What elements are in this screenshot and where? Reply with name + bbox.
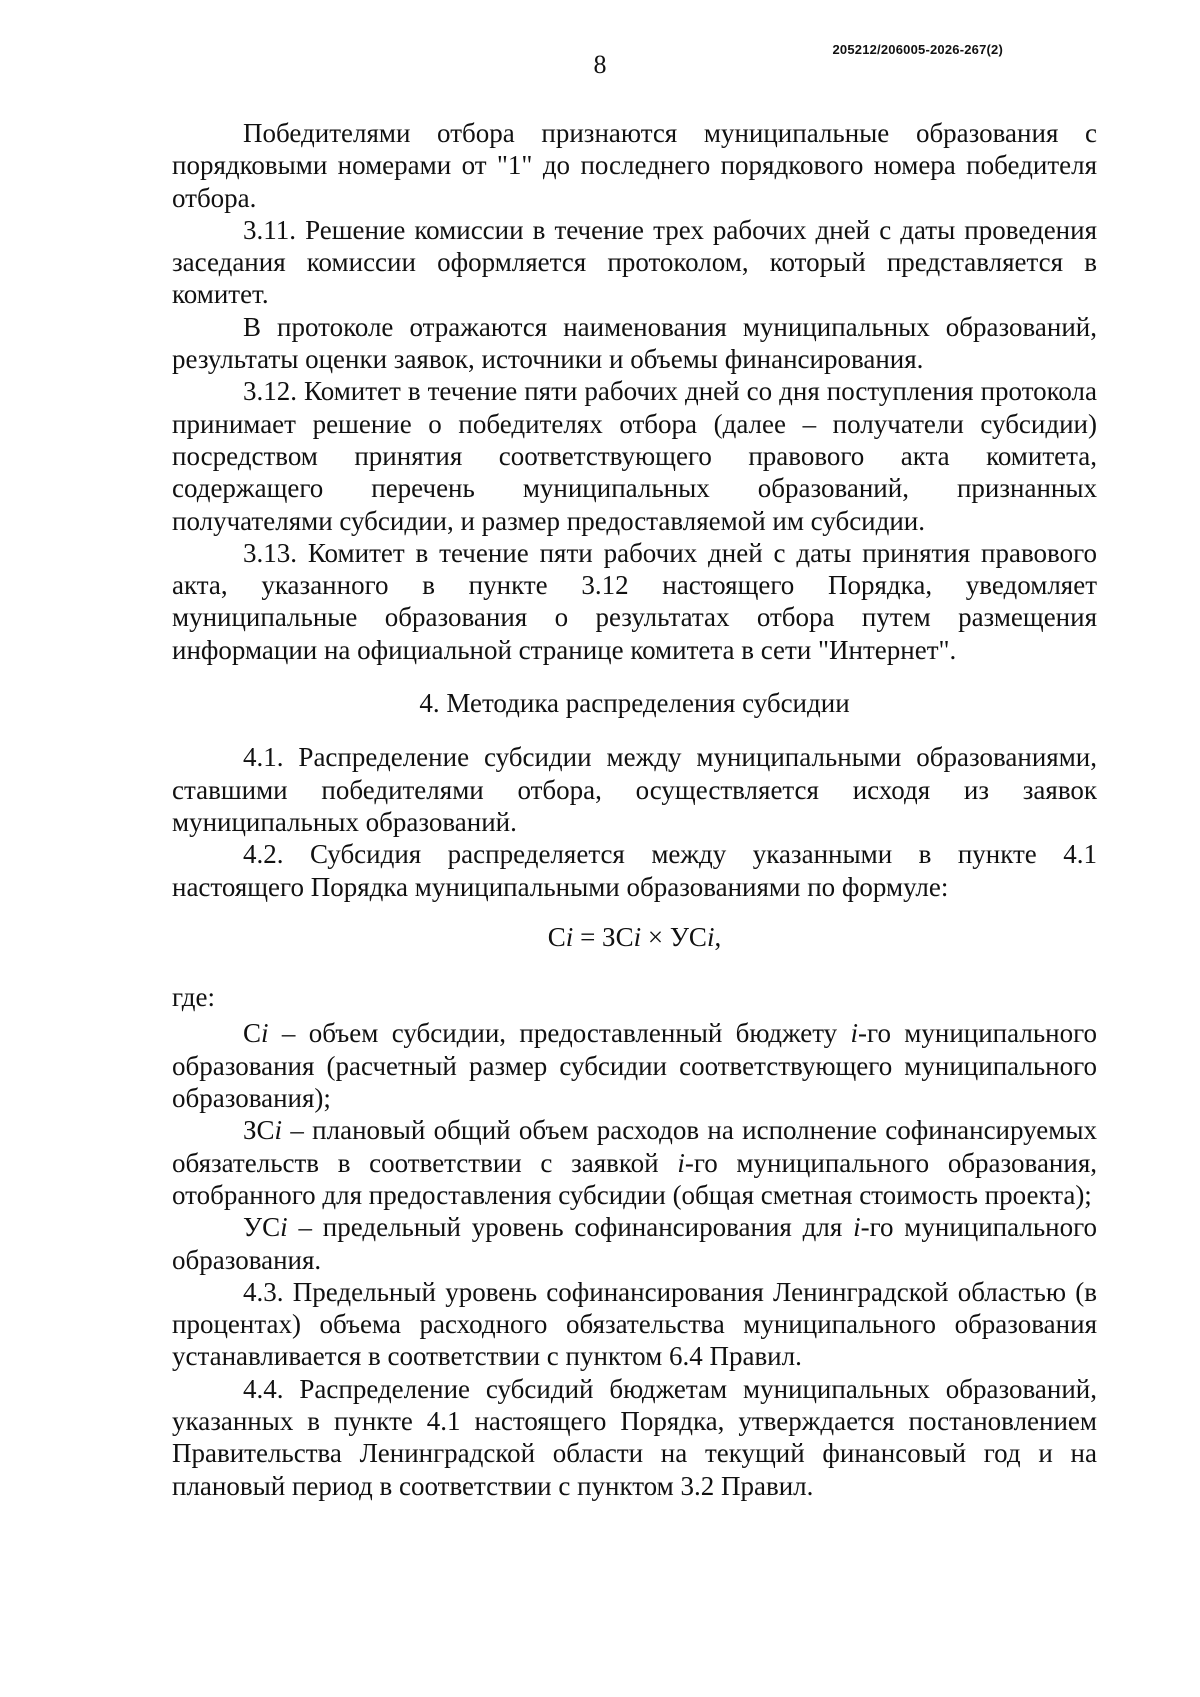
paragraph-3-12: 3.12. Комитет в течение пяти рабочих дней со дня поступления протокола принимает решение о победителях отбора (далее – получатели субсидии) посредством принятия соответствующего правового акта комитета, содержащего перечень муниципальных образований, признанных получателями субсидии, и размер предоставляемой им субсидии. — [172, 376, 1097, 536]
formula-end: , — [714, 921, 722, 952]
paragraph-4-3: 4.3. Предельный уровень софинансирования Ленинградской областью (в процентах) объема расходного обязательства муниципального образования устанавливается в соответствии с пунктом 6.4 Правил. — [172, 1276, 1097, 1372]
formula-c: С — [547, 921, 566, 952]
definition-text: -го муниципального образования. — [172, 1212, 1097, 1275]
paragraph-3-11: 3.11. Решение комиссии в течение трех рабочих дней с даты проведения заседания комиссии оформляется протоколом, который представляется в комитет. — [172, 214, 1097, 310]
definition-index: i — [853, 1212, 861, 1243]
document-id: 205212/206005-2026-267(2) — [832, 42, 1003, 57]
definition-zci — [172, 1114, 1097, 1211]
paragraph-protocol: В протоколе отражаются наименования муниципальных образований, результаты оценки заявок, источники и объемы финансирования. — [172, 311, 1097, 375]
formula-index: i — [565, 921, 574, 952]
paragraph-4-1: 4.1. Распределение субсидии между муниципальными образованиями, ставшими победителями отбора, осуществляется исходя из заявок муниципальных образований. — [172, 742, 1097, 837]
definition-index: i — [274, 1115, 283, 1146]
paragraph-winners: Победителями отбора признаются муниципальные образования с порядковыми номерами от "1" до последнего порядкового номера победителя отбора. — [172, 118, 1097, 213]
formula-index: i — [706, 921, 715, 952]
definition-symbol: УС — [243, 1212, 281, 1243]
definition-index: i — [850, 1018, 859, 1049]
definition-text: – предельный уровень софинансирования для — [287, 1212, 854, 1243]
paragraph-4-4: 4.4. Распределение субсидий бюджетам муниципальных образований, указанных в пункте 4.1 настоящего Порядка, утверждается постановлением Правительства Ленинградской области на текущий финансовый год и на плановый период в соответствии с пунктом 3.2 Правил. — [172, 1373, 1097, 1501]
document-body — [172, 117, 1097, 1502]
definition-index: i — [280, 1212, 288, 1243]
definition-text: – объем субсидии, предоставленный бюджету — [268, 1018, 851, 1049]
where-label: где: — [172, 982, 215, 1013]
page-number: 8 — [593, 50, 607, 79]
formula-index: i — [633, 921, 642, 952]
definition-text: -го муниципального образования (расчетный размер субсидии соответствующего муниципального образования); — [172, 1018, 1097, 1114]
paragraph-4-2: 4.2. Субсидия распределяется между указанными в пункте 4.1 настоящего Порядка муниципальными образованиями по формуле: — [172, 839, 1097, 902]
paragraph-3-13: 3.13. Комитет в течение пяти рабочих дней с даты принятия правового акта, указанного в пункте 3.12 настоящего Порядка, уведомляет муниципальные образования о результатах отбора путем размещения информации на официальной странице комитета в сети "Интернет". — [172, 537, 1097, 665]
formula-times: × УС — [641, 921, 707, 952]
formula — [172, 921, 1097, 953]
definition-index: i — [677, 1147, 685, 1178]
definition-index: i — [261, 1018, 269, 1049]
section-heading: 4. Методика распределения субсидии — [419, 688, 850, 719]
formula-eq: = ЗС — [573, 921, 634, 952]
definition-text: – плановый общий объем расходов на исполнение софинансируемых обязательств в соответствии с заявкой — [172, 1115, 1097, 1178]
definition-symbol: ЗС — [243, 1115, 275, 1146]
definition-symbol: С — [243, 1018, 262, 1049]
definition-ci — [172, 1017, 1097, 1114]
definition-uci — [172, 1211, 1097, 1276]
definition-text: -го муниципального образования, отобранного для предоставления субсидии (общая сметная стоимость проекта); — [172, 1147, 1097, 1210]
